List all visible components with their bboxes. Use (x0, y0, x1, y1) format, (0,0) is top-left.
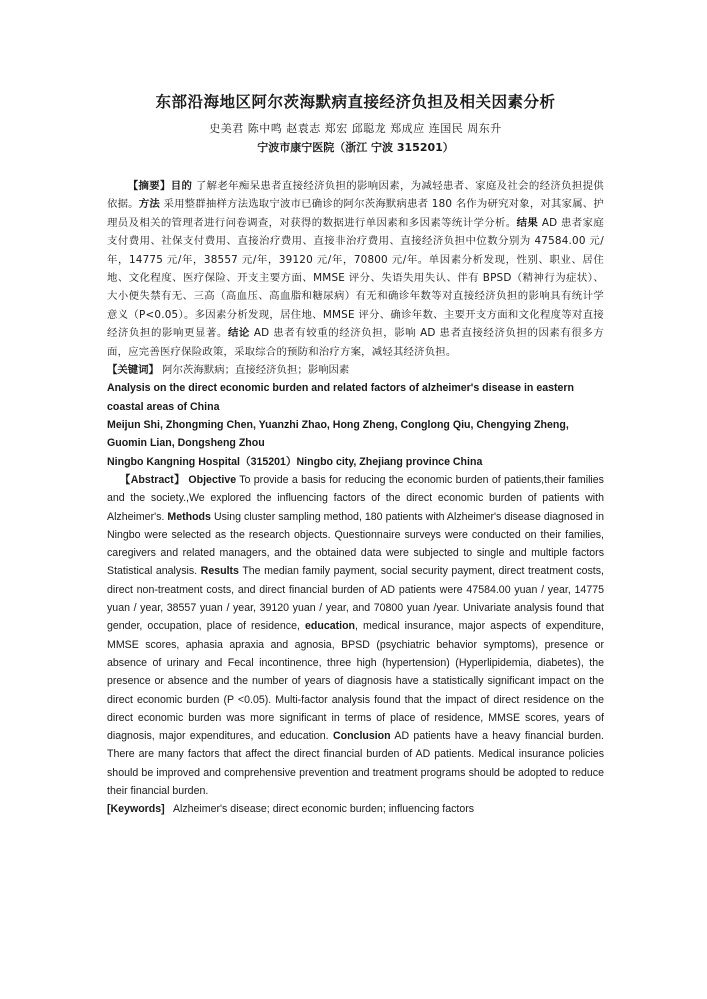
cn-keywords (107, 361, 604, 379)
cn-keywords-text: 阿尔茨海默病；直接经济负担；影响因素 (162, 364, 350, 377)
en-keywords-label: [Keywords] (107, 803, 165, 816)
cn-methods: 采用整群抽样方法选取宁波市已确诊的阿尔茨海默病患者 180 名作为研究对象，对其家属、护理员及相关的管理者进行问卷调查，对获得的数据进行单因素和多因素等统计学分析。 (107, 198, 604, 229)
cn-keywords-label: 【关键词】 (107, 364, 159, 377)
cn-objective-label: 目的 (170, 180, 193, 192)
en-abstract (107, 471, 604, 800)
en-results-education: education (305, 620, 356, 633)
en-authors: Meijun Shi, Zhongming Chen, Yuanzhi Zhao, Hong Zheng, Conglong Qiu, Chengying Zheng, Guomin Lian, Dongsheng Zhou (107, 419, 569, 450)
en-objective-label: Objective (188, 473, 237, 486)
cn-title: 东部沿海地区阿尔茨海默病直接经济负担及相关因素分析 (155, 92, 556, 111)
cn-methods-label: 方法 (138, 198, 160, 211)
cn-results-label: 结果 (516, 216, 539, 229)
en-keywords-text: Alzheimer's disease; direct economic burden; influencing factors (172, 803, 475, 816)
paper-page (107, 90, 604, 819)
cn-conclusion-label: 结论 (227, 327, 250, 340)
en-abstract-label: 【Abstract】 (119, 473, 186, 486)
en-keywords (107, 800, 604, 818)
en-results-part-a: The median family payment, social security payment, direct treatment costs, direct non-treatment costs, and direct financial burden of AD patients were 47584.00 yuan / year, 14775 yuan / year, 38557 yuan / year, 39120 yuan / year, and 70800 yuan /year. Univariate analysis found that gender, occupation, place of residence, (107, 565, 604, 633)
en-conclusion-label: Conclusion (332, 730, 391, 743)
cn-abstract-label: 【摘要】 (127, 180, 171, 192)
en-results-label: Results (200, 565, 239, 578)
cn-authors: 史美君 陈中鸣 赵袁志 郑宏 邱聪龙 郑成应 连国民 周东升 (209, 122, 502, 135)
en-conclusion: AD patients have a heavy financial burden. There are many factors that affect the direct financial burden of AD patients. Medical insurance policies should be improved and comprehensive prevention and treatment programs should be adopted to reduce their financial burden. (107, 730, 605, 797)
en-title: Analysis on the direct economic burden and related factors of alzheimer's disease in eastern coastal areas of China (107, 382, 575, 413)
cn-conclusion: AD 患者有较重的经济负担，影响 AD 患者直接经济负担的因素有很多方面，应完善医疗保险政策，采取综合的预防和治疗方案，减轻其经济负担。 (107, 327, 604, 358)
cn-results: AD 患者家庭支付费用、社保支付费用、直接治疗费用、直接非治疗费用、直接经济负担中位数分别为 47584.00 元/年，14775 元/年，38557 元/年，39120 元/年，70800 元/年。单因素分析发现，性别、职业、居住地、文化程度、医疗保险、开支主要方面、MMSE 评分、失语失用失认、伴有 BPSD（精神行为症状）、 大小便失禁有无、三高（高血压、高血脂和糖尿病）有无和确诊年数等对直接经济负担的影响具有统计学意义（P<0.05）。多因素分析发现，居住地、MMSE 评分、确诊年数、主要开支方面和文化程度等对直接经济负担的影响更显著。 (107, 216, 604, 340)
cn-objective: 了解老年痴呆患者直接经济负担的影响因素，为减轻患者、家庭及社会的经济负担提供依据。 (107, 180, 604, 211)
cn-abstract (107, 177, 604, 361)
cn-affiliation: 宁波市康宁医院（浙江 宁波 315201） (257, 141, 454, 154)
en-methods-label: Methods (167, 510, 211, 523)
en-affiliation: Ningbo Kangning Hospital（315201）Ningbo city, Zhejiang province China (107, 455, 483, 468)
en-methods: Using cluster sampling method, 180 patients with Alzheimer's disease diagnosed in Ningbo were selected as the research objects. Questionnaire surveys were conducted on their families, caregivers and related managers, and the obtained data were subjected to single and multiple factors Statistical analysis. (107, 510, 604, 578)
en-objective: To provide a basis for reducing the economic burden of patients,their families and the society.,We explored the influencing factors of the direct economic burden of patients with Alzheimer's. (107, 473, 604, 523)
en-results-part-b: , medical insurance, major aspects of expenditure, MMSE scores, aphasia apraxia and agnosia, BPSD (psychiatric behavior symptoms), presence or absence of urinary and Fecal incontinence, three high (hypertension) (Hyperlipidemia, diabetes), the presence or absence and the number of years of diagnosis have a statistically significant impact on the direct economic burden (P <0.05). Multi-factor analysis found that the impact of direct residence on the direct economic burden was more significant in terms of place of residence, MMSE scores, years of diagnosis, major expenditures, and education. (107, 620, 604, 743)
